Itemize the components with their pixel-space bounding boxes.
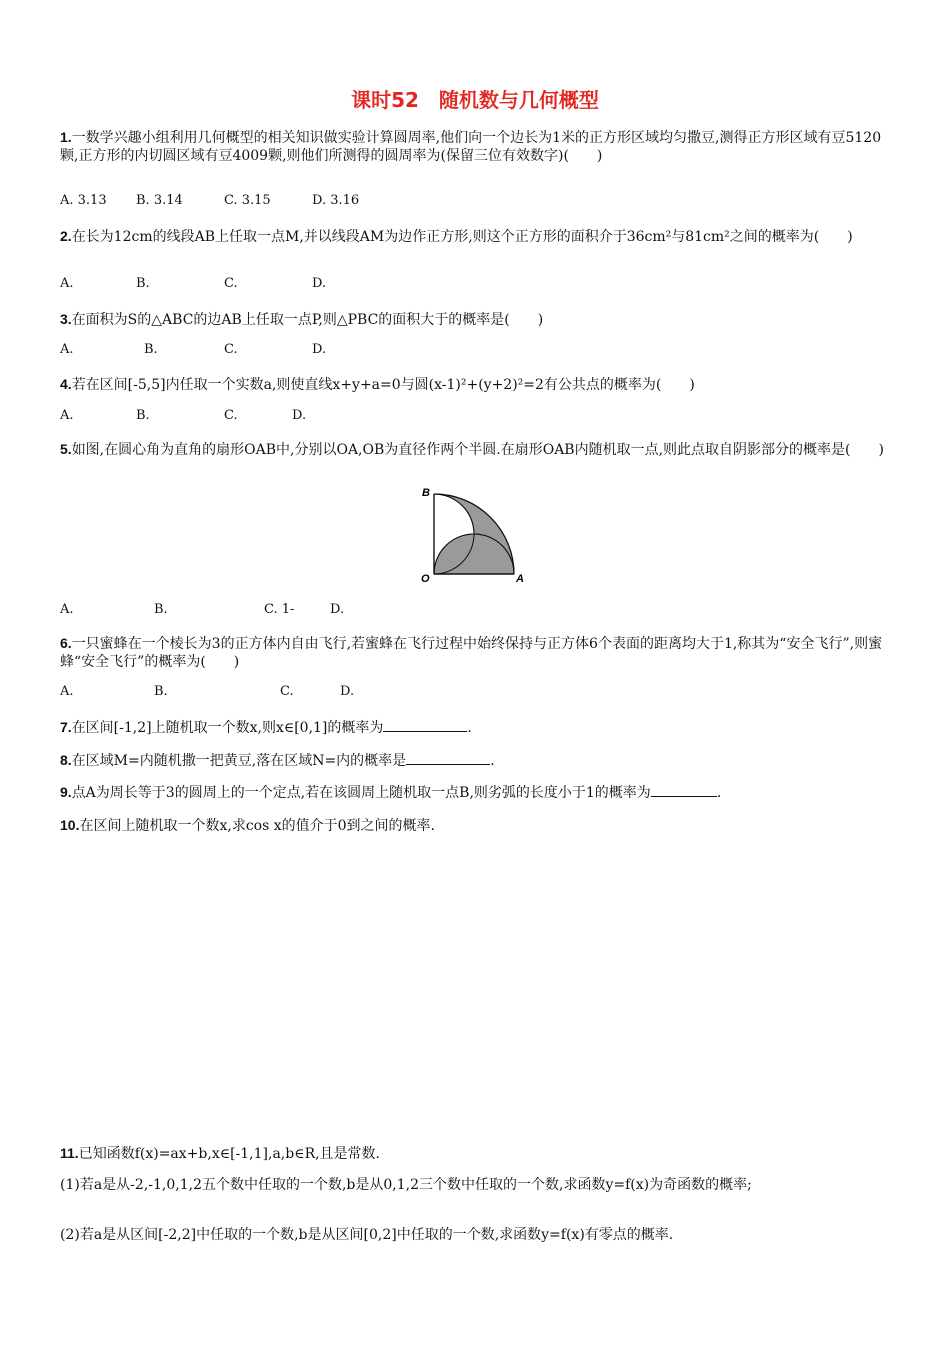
question-number: 7. xyxy=(60,719,72,735)
question-number: 9. xyxy=(60,784,72,800)
question-number: 11. xyxy=(60,1145,79,1161)
question-number: 10. xyxy=(60,817,80,833)
question-text: 若在区间[-5,5]内任取一个实数a,则使直线x+y+a=0与圆(x-1)²+(y+2)²=2有公共点的概率为( ) xyxy=(71,377,695,393)
option-b[interactable]: B. xyxy=(154,602,168,617)
option-b[interactable]: B. xyxy=(136,276,150,291)
option-d[interactable]: D. xyxy=(292,408,307,423)
option-c[interactable]: C. xyxy=(224,276,238,291)
question-9 xyxy=(60,783,890,802)
option-c[interactable]: C. xyxy=(224,408,238,423)
option-b[interactable]: B. xyxy=(154,684,168,699)
question-text: 如图,在圆心角为直角的扇形OAB中,分别以OA,OB为直径作两个半圆.在扇形OAB内随机取一点,则此点取自阴影部分的概率是( ) xyxy=(71,442,884,458)
option-a[interactable]: A. xyxy=(60,602,74,617)
option-b[interactable]: B. 3.14 xyxy=(136,193,183,208)
question-number: 6. xyxy=(60,635,72,651)
question-number: 3. xyxy=(60,311,72,327)
label-a: A xyxy=(516,573,524,585)
question-3 xyxy=(60,310,890,329)
option-d[interactable]: D. 3.16 xyxy=(312,193,360,208)
question-11 xyxy=(60,1144,890,1163)
part-text: (1)若a是从-2,-1,0,1,2五个数中任取的一个数,b是从0,1,2三个数中任取的一个数,求函数y=f(x)为奇函数的概率; xyxy=(60,1177,752,1193)
option-d[interactable]: D. xyxy=(340,684,355,699)
option-a[interactable]: A. 3.13 xyxy=(60,193,107,208)
option-b[interactable]: B. xyxy=(144,342,158,357)
option-c[interactable]: C. 1- xyxy=(264,602,295,617)
question-10 xyxy=(60,816,890,835)
page-title: 课时52 随机数与几何概型 xyxy=(351,88,599,112)
question-text: 在区域M=内随机撒一把黄豆,落在区域N=内的概率是 xyxy=(71,753,407,769)
question-text: 点A为周长等于3的圆周上的一个定点,若在该圆周上随机取一点B,则劣弧的长度小于1的概率为 xyxy=(71,785,651,801)
question-text: 已知函数f(x)=ax+b,x∈[-1,1],a,b∈R,且是常数. xyxy=(78,1146,381,1162)
question-text: 在面积为S的△ABC的边AB上任取一点P,则△PBC的面积大于的概率是( ) xyxy=(71,312,544,328)
option-c[interactable]: C. 3.15 xyxy=(224,193,271,208)
answer-blank[interactable] xyxy=(383,718,467,732)
option-d[interactable]: D. xyxy=(312,276,327,291)
question-5 xyxy=(60,440,890,459)
question-11-part-1 xyxy=(60,1176,890,1194)
question-text: 在区间上随机取一个数x,求cos x的值介于0到之间的概率. xyxy=(79,818,435,834)
answer-blank[interactable] xyxy=(406,751,490,765)
question-6 xyxy=(60,634,890,671)
label-o: O xyxy=(421,573,430,585)
question-text: 在区间[-1,2]上随机取一个数x,则x∈[0,1]的概率为 xyxy=(71,720,384,736)
question-number: 2. xyxy=(60,228,72,244)
question-7 xyxy=(60,718,890,737)
question-text: 一只蜜蜂在一个棱长为3的正方体内自由飞行,若蜜蜂在飞行过程中始终保持与正方体6个表面的距离均大于1,称其为“安全飞行”,则蜜蜂“安全飞行”的概率为( ) xyxy=(60,636,883,670)
option-a[interactable]: A. xyxy=(60,342,74,357)
question-end: . xyxy=(467,720,472,736)
option-a[interactable]: A. xyxy=(60,408,74,423)
question-text: 在长为12cm的线段AB上任取一点M,并以线段AM为边作正方形,则这个正方形的面积介于36cm²与81cm²之间的概率为( ) xyxy=(71,229,853,245)
question-end: . xyxy=(490,753,495,769)
question-number: 4. xyxy=(60,376,72,392)
option-c[interactable]: C. xyxy=(280,684,294,699)
question-2 xyxy=(60,227,890,246)
option-d[interactable]: D. xyxy=(330,602,345,617)
option-c[interactable]: C. xyxy=(224,342,238,357)
option-a[interactable]: A. xyxy=(60,276,74,291)
question-4 xyxy=(60,375,890,394)
question-number: 1. xyxy=(60,129,72,145)
question-11-part-2 xyxy=(60,1226,890,1244)
question-text: 一数学兴趣小组利用几何概型的相关知识做实验计算圆周率,他们向一个边长为1米的正方形区域均匀撒豆,测得正方形区域有豆5120颗,正方形的内切圆区域有豆4009颗,则他们所测得的圆周率为(保留三位有效数字)( ) xyxy=(60,130,882,164)
option-b[interactable]: B. xyxy=(136,408,150,423)
question-number: 8. xyxy=(60,752,72,768)
sector-figure xyxy=(418,484,530,588)
option-a[interactable]: A. xyxy=(60,684,74,699)
question-number: 5. xyxy=(60,441,72,457)
label-b: B xyxy=(422,487,430,499)
question-8 xyxy=(60,751,890,770)
option-d[interactable]: D. xyxy=(312,342,327,357)
question-1 xyxy=(60,128,890,165)
part-text: (2)若a是从区间[-2,2]中任取的一个数,b是从区间[0,2]中任取的一个数,求函数y=f(x)有零点的概率. xyxy=(60,1227,674,1243)
answer-blank[interactable] xyxy=(651,783,717,797)
question-end: . xyxy=(716,785,722,801)
